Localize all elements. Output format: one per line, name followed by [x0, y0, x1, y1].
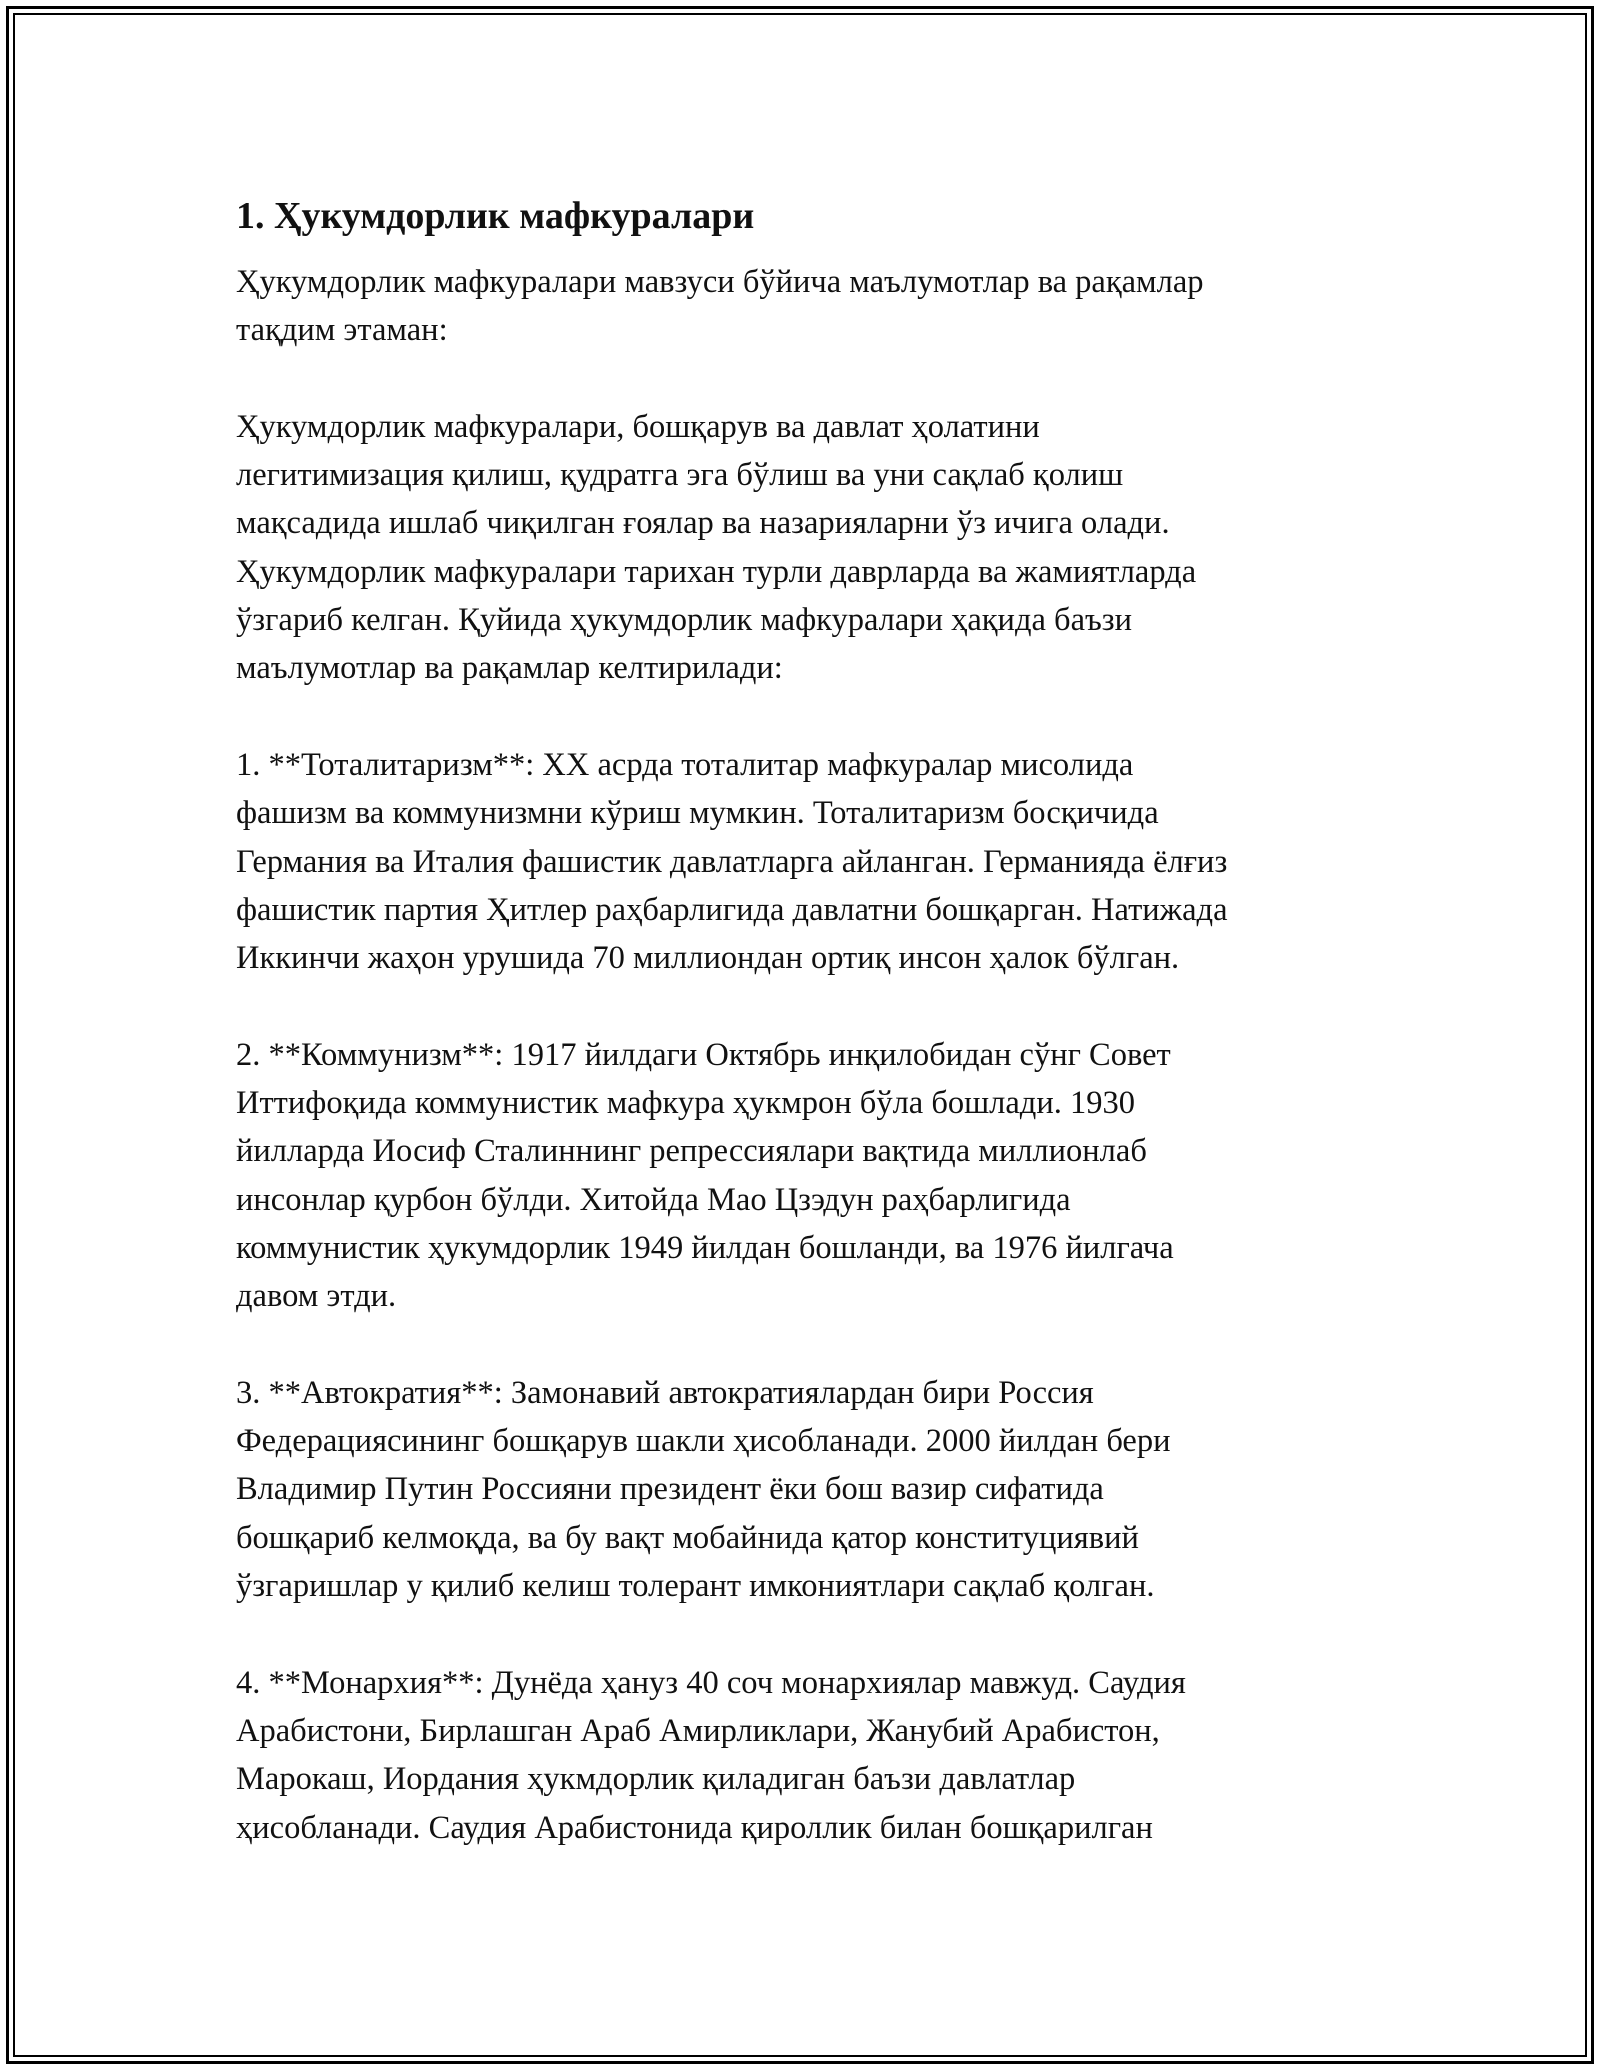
- text-line: Арабистони, Бирлашган Араб Амирликлари, Жанубий Арабистон,: [236, 1712, 1160, 1749]
- text-line: Иттифоқида коммунистик мафкура ҳукмрон бўла бошлади. 1930: [236, 1085, 1135, 1122]
- text-line: Германия ва Италия фашистик давлатларга айланган. Германияда ёлғиз: [236, 843, 1228, 880]
- text-line: йилларда Иосиф Сталиннинг репрессиялари вақтида миллионлаб: [236, 1133, 1147, 1170]
- text-line: 4. **Монархия**: Дунёда ҳануз 40 соч монархиялар мавжуд. Саудия: [236, 1664, 1186, 1701]
- text-line: бошқариб келмоқда, ва бу вақт мобайнида қатор конституциявий: [236, 1519, 1139, 1556]
- text-line: легитимизация қилиш, қудратга эга бўлиш ва уни сақлаб қолиш: [236, 457, 1124, 494]
- paragraph-communism: [236, 1031, 1376, 1321]
- text-line: инсонлар қурбон бўлди. Хитойда Мао Цзэдун раҳбарлигида: [236, 1181, 1071, 1218]
- text-line: ўзгаришлар у қилиб келиш толерант имкониятлари сақлаб қолган.: [236, 1568, 1155, 1605]
- text-line: Иккинчи жаҳон урушида 70 миллиондан ортиқ инсон ҳалок бўлган.: [236, 940, 1180, 977]
- text-line: Марокаш, Иордания ҳукмдорлик қиладиган баъзи давлатлар: [236, 1761, 1076, 1798]
- text-line: Ҳукумдорлик мафкуралари, бошқарув ва давлат ҳолатини: [236, 408, 1040, 445]
- paragraph-monarchy: [236, 1659, 1376, 1852]
- text-line: 1. **Тоталитаризм**: XX асрда тоталитар мафкуралар мисолида: [236, 746, 1134, 783]
- text-line: 3. **Автократия**: Замонавий автократиялардан бири Россия: [236, 1374, 1094, 1411]
- document-body: [236, 186, 1376, 1852]
- text-line: Ҳукумдорлик мафкуралари мавзуси бўйича маълумотлар ва рақамлар: [236, 264, 1204, 300]
- text-line: коммунистик ҳукумдорлик 1949 йилдан бошланди, ва 1976 йилгача: [236, 1229, 1174, 1266]
- text-line: давом этди.: [236, 1278, 397, 1315]
- text-line: маълумотлар ва рақамлар келтирилади:: [236, 650, 783, 687]
- text-line: Владимир Путин Россияни президент ёки бош вазир сифатида: [236, 1471, 1104, 1508]
- text-line: фашистик партия Ҳитлер раҳбарлигида давлатни бошқарган. Натижада: [236, 891, 1228, 928]
- text-line: фашизм ва коммунизмни кўриш мумкин. Тоталитаризм босқичида: [236, 795, 1159, 832]
- text-line: Федерациясининг бошқарув шакли ҳисобланади. 2000 йилдан бери: [236, 1423, 1171, 1460]
- text-line: мақсадида ишлаб чиқилган ғоялар ва назарияларни ўз ичига олади.: [236, 505, 1170, 542]
- paragraph-intro: [236, 258, 1376, 355]
- paragraph-totalitarianism: [236, 741, 1376, 982]
- paragraph-autocracy: [236, 1369, 1376, 1610]
- paragraph-overview: [236, 403, 1376, 693]
- text-line: тақдим этаман:: [236, 312, 448, 349]
- text-line: ўзгариб келган. Қуйида ҳукумдорлик мафкуралари ҳақида баъзи: [236, 602, 1133, 639]
- text-line: ҳисобланади. Саудия Арабистонида қироллик билан бошқарилган: [236, 1809, 1153, 1846]
- text-line: 2. **Коммунизм**: 1917 йилдаги Октябрь инқилобидан сўнг Совет: [236, 1036, 1171, 1073]
- text-line: Ҳукумдорлик мафкуралари тарихан турли даврларда ва жамиятларда: [236, 553, 1197, 590]
- section-heading: 1. Ҳукумдорлик мафкуралари: [236, 195, 755, 237]
